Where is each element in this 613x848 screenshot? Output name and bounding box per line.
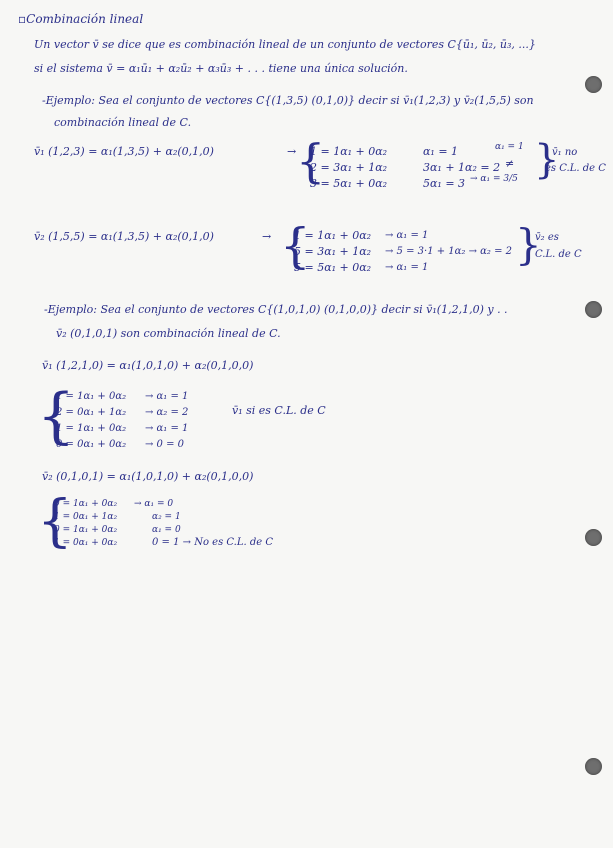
- ex2-v2-equation: v̄₂ (0,1,0,1) = α₁(1,0,1,0) + α₂(0,1,0,0): [42, 470, 254, 483]
- ex1-v1-result: v̄₁ no: [552, 147, 578, 158]
- result-brace: }: [515, 220, 542, 269]
- system-brace: {: [296, 134, 326, 188]
- ex2-v1-system-row: 1 = 1α₁ + 0α₂: [56, 391, 127, 402]
- ex2-v1-system-row: 0 = 0α₁ + 0α₂: [56, 439, 127, 450]
- ex1-v2-system-row: 1 = 1α₁ + 0α₂: [294, 229, 372, 242]
- ex1-v1-work-row: 5α₁ = 3: [423, 177, 466, 190]
- ex2-v1-work-row: → α₂ = 2: [145, 407, 189, 418]
- binder-hole: [585, 529, 602, 546]
- example2-heading-cont: v̄₂ (0,1,0,1) son combinación lineal de C.: [56, 327, 281, 340]
- definition-line-1: Un vector v̄ se dice que es combinación lineal de un conjunto de vectores C{ū₁, ū₂, ū₃, ...}: [34, 38, 536, 51]
- ex1-v2-work-row: → α₁ = 1: [385, 230, 429, 241]
- ex1-v1-work-row: α₁ = 1: [423, 145, 459, 158]
- ex2-v1-system-row: 2 = 0α₁ + 1α₂: [56, 407, 127, 418]
- ex1-v2-system-row: 5 = 5α₁ + 0α₂: [294, 261, 372, 274]
- ex1-v2-work-row: → α₁ = 1: [385, 262, 429, 273]
- ex2-v1-work-row: → α₁ = 1: [145, 391, 189, 402]
- ex2-v2-work-row: 0 = 1 → No es C.L. de C: [152, 537, 273, 548]
- ex2-v2-work-row: → α₁ = 0: [134, 499, 174, 509]
- ex1-v1-arrow: →: [287, 145, 297, 158]
- example1-heading: -Ejemplo: Sea el conjunto de vectores C{(1,3,5) (0,1,0)} decir si v̄₁(1,2,3) y v̄₂(1,5,5) son: [42, 94, 534, 107]
- definition-line-2: si el sistema v̄ = α₁ū₁ + α₂ū₂ + α₃ū₃ + . . . tiene una única solución.: [34, 62, 408, 75]
- ex2-v2-work-row: α₂ = 1: [152, 512, 181, 522]
- ex1-v1-system-row: 2 = 3α₁ + 1α₂: [310, 161, 388, 174]
- binder-hole: [585, 301, 602, 318]
- ex1-v2-result: v̄₂ es: [535, 232, 559, 243]
- system-brace: {: [37, 381, 76, 451]
- ex2-v1-work-row: → 0 = 0: [145, 439, 185, 450]
- ex2-v1-result: v̄₁ si es C.L. de C: [232, 404, 326, 417]
- ex1-v2-system-row: 5 = 3α₁ + 1α₂: [294, 245, 372, 258]
- ex1-v1-work-row: 3α₁ + 1α₂ = 2: [423, 161, 501, 174]
- ex1-v1-equation: v̄₁ (1,2,3) = α₁(1,3,5) + α₂(0,1,0): [34, 145, 214, 158]
- ex1-v2-equation: v̄₂ (1,5,5) = α₁(1,3,5) + α₂(0,1,0): [34, 230, 214, 243]
- binder-hole: [585, 76, 602, 93]
- page-title: ▫Combinación lineal: [18, 12, 144, 26]
- ex2-v1-system-row: 1 = 1α₁ + 0α₂: [56, 423, 127, 434]
- ex2-v2-system-row: 1 = 0α₁ + 1α₂: [54, 512, 118, 522]
- ex2-v2-work-row: α₁ = 0: [152, 525, 181, 535]
- example1-heading-cont: combinación lineal de C.: [54, 116, 192, 129]
- ex2-v2-system-row: 0 = 1α₁ + 0α₂: [54, 499, 118, 509]
- ex1-v2-result: C.L. de C: [535, 249, 582, 260]
- ex2-v1-equation: v̄₁ (1,2,1,0) = α₁(1,0,1,0) + α₂(0,1,0,0): [42, 359, 254, 372]
- ex2-v2-system-row: 1 = 0α₁ + 0α₂: [54, 538, 118, 548]
- ex1-v2-work-row: → 5 = 3·1 + 1α₂ → α₂ = 2: [385, 246, 513, 257]
- ex1-v1-system-row: 1 = 1α₁ + 0α₂: [310, 145, 388, 158]
- ex1-v1-side-note: → α₁ = 3/5: [470, 174, 518, 184]
- ex1-v1-system-row: 3 = 5α₁ + 0α₂: [310, 177, 388, 190]
- ex1-v1-result: es C.L. de C: [545, 163, 606, 174]
- ex1-v2-arrow: →: [262, 230, 272, 243]
- system-brace: {: [37, 489, 73, 554]
- ex1-v1-not-equal: ≠: [505, 157, 515, 170]
- ex2-v2-system-row: 0 = 1α₁ + 0α₂: [54, 525, 118, 535]
- binder-hole: [585, 758, 602, 775]
- example2-heading: -Ejemplo: Sea el conjunto de vectores C{(1,0,1,0) (0,1,0,0)} decir si v̄₁(1,2,1,0) y . .: [44, 303, 508, 316]
- result-brace: }: [534, 137, 560, 183]
- system-brace: {: [280, 218, 311, 274]
- ex2-v1-work-row: → α₁ = 1: [145, 423, 189, 434]
- ex1-v1-side-note: α₁ = 1: [495, 142, 524, 152]
